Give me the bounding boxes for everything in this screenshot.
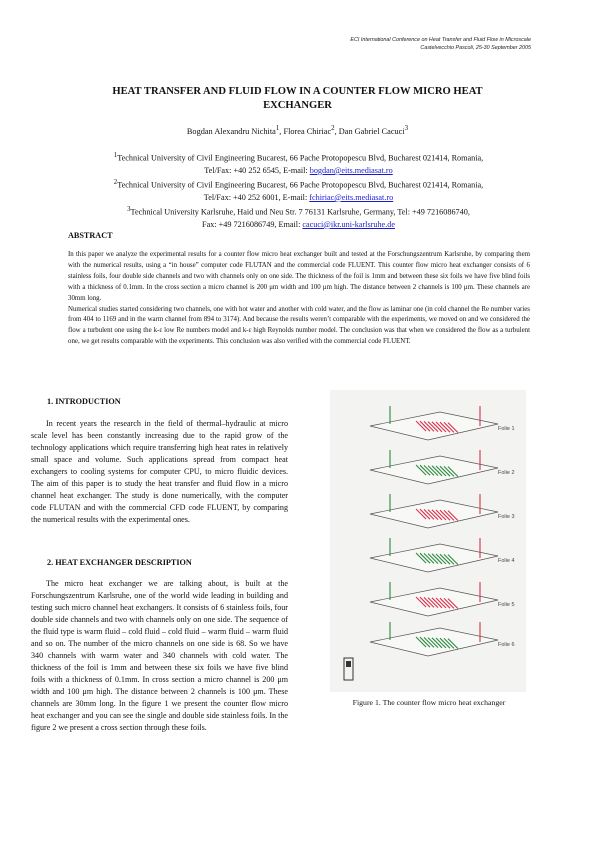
foil-label: Folie 2: [498, 470, 515, 476]
affiliations: [66, 150, 531, 231]
email-link[interactable]: bogdan@eits.mediasat.ro: [309, 165, 393, 175]
conference-header: [231, 37, 531, 52]
author-list: Bogdan Alexandru Nichita$^1$, Florea Chiriac$^2$, Dan Gabriel Cacuci$^3$: [186, 125, 409, 136]
section-heading-heat-exchanger: 2. HEAT EXCHANGER DESCRIPTION: [47, 558, 192, 567]
affiliation-sup: 3: [127, 205, 131, 213]
foil-plate: [370, 628, 498, 656]
author-sup: 1: [275, 125, 280, 132]
section-heading-introduction: 1. INTRODUCTION: [47, 397, 121, 406]
kit-logo-detail: [346, 661, 351, 667]
affiliation-2: [66, 177, 531, 204]
figure-1-caption: Figure 1. The counter flow micro heat exchanger: [352, 698, 506, 707]
foil-label: Folie 3: [498, 514, 515, 520]
affiliation-contact: Fax: +49 7216086749, Email:: [202, 219, 303, 229]
author-name: Florea Chiriac: [283, 126, 332, 136]
section2-body: [31, 578, 288, 734]
affiliation-sup: 2: [113, 178, 118, 186]
foil-plate: [370, 544, 498, 572]
affiliation-sup: 1: [113, 152, 118, 159]
email-link[interactable]: cacuci@ikr.uni-karlsruhe.de: [302, 219, 395, 229]
foil-plate: [370, 588, 498, 616]
paper-title: [60, 85, 535, 112]
abstract-body: [68, 250, 530, 348]
conference-name: ECI International Conference on Heat Transfer and Fluid Flow in Microscale: [350, 37, 531, 43]
author-sup: 2: [331, 125, 335, 132]
foil-label: Folie 5: [498, 602, 515, 608]
affiliation-address: Technical University of Civil Engineering Bucarest, 66 Pache Protopopescu Blvd, Bucharest 021414, Romania,: [117, 153, 484, 163]
heat-exchanger-drawing: [330, 390, 526, 692]
title-line-2: EXCHANGER: [263, 99, 332, 111]
figure-1-image: [330, 390, 526, 692]
affiliation-3: [66, 204, 531, 231]
title-line-1: HEAT TRANSFER AND FLUID FLOW IN A COUNTER FLOW MICRO HEAT: [112, 86, 483, 97]
author-name: Bogdan Alexandru Nichita: [186, 126, 276, 136]
foil-plate: [370, 412, 498, 440]
abstract-paragraph: Numerical studies started considering two channels, one with hot water and another with cold water, and the flow as laminar one (in cold channel the Re number varies from 404 to 1169 and in the warm channel from 894 to 3174). And because the results weren’t comparable with the experiments, we moved on and we considered the flow a turbulent one using the k-ε low Re numbers model and k-ε high Reynolds number model. The conclusion was that when we considered the flow as a turbulent one, we get results comparable with the experiments. This conclusion was also verified with the commercial code FLUENT.: [68, 305, 530, 346]
email-link[interactable]: fchiriac@eits.mediasat.ro: [309, 192, 394, 202]
section2-paragraph: The micro heat exchanger we are talking about, is built at the Forschungszentrum Karlsruhe, one of the world wide leading in building and testing such micro channel heat exchangers. It consists of 6 stainless foils, four double side channels and two with channels only on one side. The sequence of the fluid type is warm fluid – cold fluid – cold fluid – warm fluid – warm fluid and so on. The number of the micro channels on one side is 68. So we have 340 channels with warm water and 340 channels with cold water. The thickness of the foil is 1mm and between these six foils we have five blind foils with a thickness of 0.1mm. In cross section a micro channel is 200 μm width and 100 μm high. The distance between 2 channels is 100 μm. These channels are 30mm long. In the figure 1 we present the counter flow micro heat exchanger and you can see the single and double side stainless foils. In the figure 2 we present a cross section through these foils.: [31, 579, 288, 732]
abstract-heading: ABSTRACT: [68, 231, 113, 240]
affiliation-contact: Tel/Fax: +40 252 6545, E-mail:: [204, 165, 310, 175]
author-name: Dan Gabriel Cacuci: [338, 126, 405, 136]
foil-label: Folie 4: [498, 558, 515, 564]
introduction-paragraph: In recent years the research in the field of thermal–hydraulic at micro scale level has been constantly increasing due to the rapid grow of the technology applications which require transferring high heat rates in relatively small space and volume. Such applications spread from compact heat exchangers to cooling systems for computer CPU, to micro fluidic devices. The aim of this paper is to study the heat transfer and fluid flow in a micro channel heat exchanger. The study is done numerically, with the computer code FLUTAN and with the commercial CFD code FLUENT, by comparing the numerical results with the experimental ones.: [31, 419, 288, 524]
affiliation-address: Technical University of Civil Engineering Bucarest, 66 Pache Protopopescu Blvd, Bucharest 021414, Romania,: [117, 180, 484, 190]
foil-label: Folie 6: [498, 642, 515, 648]
introduction-body: [31, 418, 288, 526]
foil-plate: [370, 500, 498, 528]
author-sup: 3: [404, 125, 409, 132]
foil-label: Folie 1: [498, 426, 515, 432]
affiliation-address: Technical University Karlsruhe, Haid und Neu Str. 7 76131 Karlsruhe, Germany, Tel: +49 7216086740,: [130, 207, 470, 217]
conference-venue-date: Castelvecchio Pascoli, 25-30 September 2005: [420, 44, 531, 51]
affiliation-1: [66, 150, 531, 177]
affiliation-contact: Tel/Fax: +40 252 6001, E-mail:: [203, 192, 310, 202]
foil-plate: [370, 456, 498, 484]
abstract-paragraph: In this paper we analyze the experimental results for a counter flow micro heat exchanger built and tested at the Forschungszentrum Karlsruhe, by comparing them with the numerical results, using a “in house” computer code FLUTAN and the commercial code FLUENT. This counter flow micro heat exchanger consists of 6 stainless foils, four double side channels and two with channels only on one side. The thickness of the foil is 1mm and between these six foils we have five blind foils with a thickness of 0.1mm. In the cross section a micro channel is 200 μm width and 100 μm high. The distance between 2 channels is 100 μm. These channels are 30mm long.: [68, 251, 530, 302]
